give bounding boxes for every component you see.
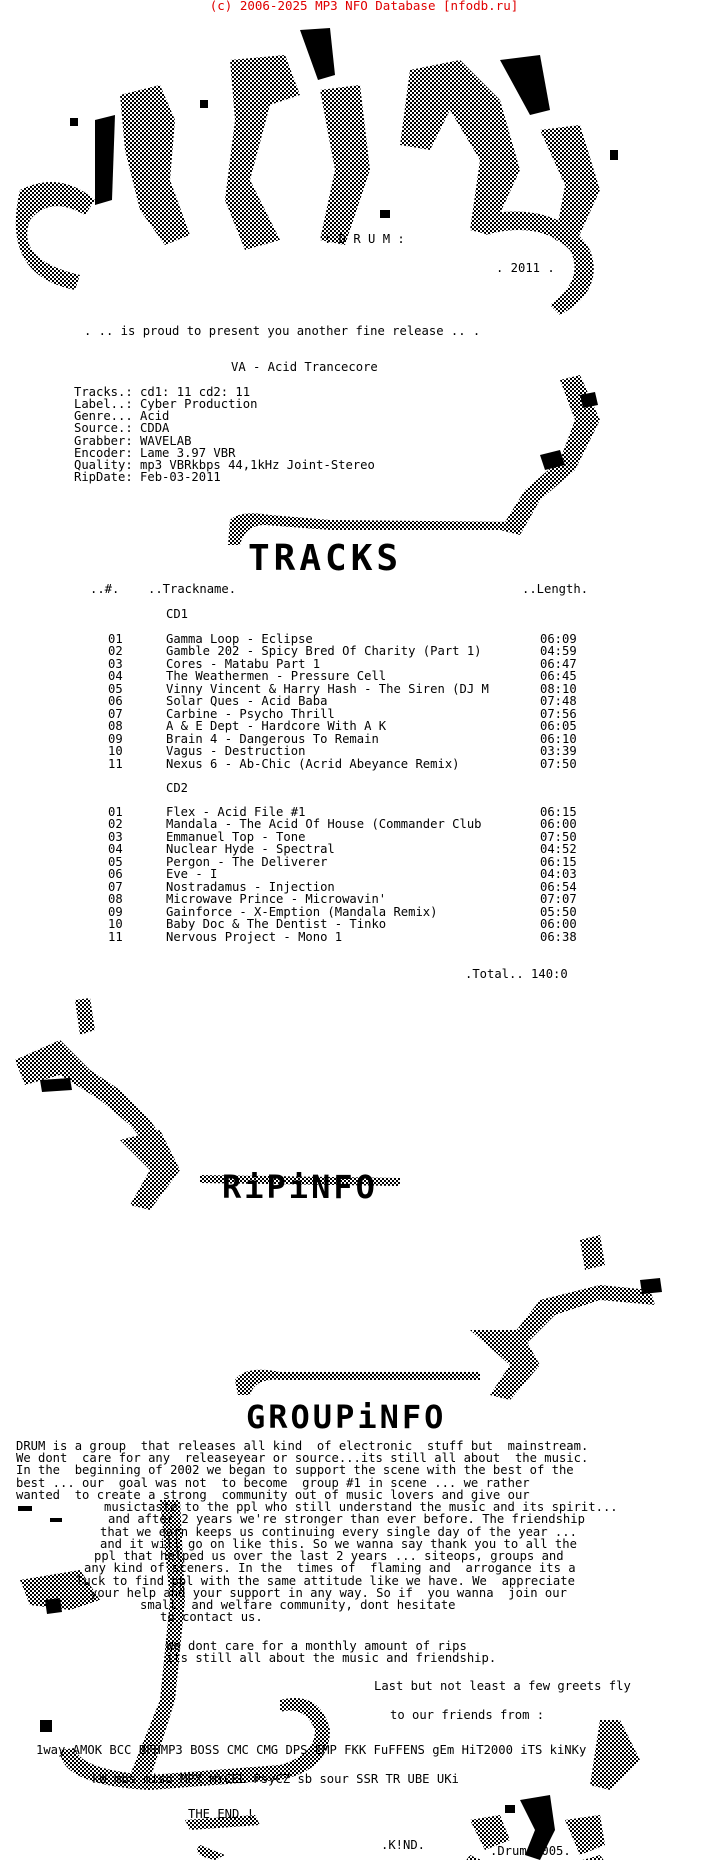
track-name: Nostradamus - Injection — [166, 879, 335, 894]
header-length: ..Length. — [522, 582, 589, 596]
header-num: ..#. — [90, 582, 120, 596]
track-length: 06:54 — [540, 879, 577, 894]
info-label: Label..: — [74, 397, 133, 411]
track-name: Vinny Vincent & Harry Hash - The Siren (DJ M — [166, 681, 489, 696]
track-name: Baby Doc & The Dentist - Tinko — [166, 917, 387, 932]
drum-signature: .Drum 2005. — [490, 1844, 571, 1858]
track-length: 06:10 — [540, 731, 577, 746]
track-name: Microwave Prince - Microwavin' — [166, 892, 387, 907]
track-number: 04 — [108, 669, 123, 684]
info-value: cd1: 11 cd2: 11 — [140, 385, 251, 399]
group-text-line: We dont care for any releaseyear or source...its still all about the music. — [16, 1451, 589, 1465]
info-value: Cyber Production — [140, 397, 258, 411]
track-number: 11 — [108, 929, 123, 944]
track-length: 03:39 — [540, 744, 577, 759]
group-text-line: to our friends from : — [390, 1708, 545, 1722]
intro-line: . .. is proud to present you another fine release .. . — [84, 324, 481, 338]
info-value: Lame 3.97 VBR — [140, 446, 236, 460]
track-length: 07:50 — [540, 756, 577, 771]
track-name: Flex - Acid File #1 — [166, 805, 306, 819]
track-length: 06:05 — [540, 719, 577, 734]
group-text-line: and after 2 years we're stronger than ever before. The friendship — [108, 1512, 585, 1526]
group-text-line: In the beginning of 2002 we began to support the scene with the best of the — [16, 1463, 574, 1477]
info-label: Tracks.: — [74, 385, 133, 399]
track-name: Cores - Matabu Part 1 — [166, 656, 321, 671]
track-number: 02 — [108, 817, 123, 832]
track-name: Pergon - The Deliverer — [166, 854, 328, 869]
track-number: 01 — [108, 632, 123, 646]
group-text-line: your help and your support in any way. So if you wanna join our — [90, 1586, 567, 1600]
track-length: 08:10 — [540, 681, 577, 696]
cd1-label: CD1 — [166, 607, 189, 621]
track-name: Emmanuel Top - Tone — [166, 829, 306, 844]
release-title: VA - Acid Trancecore — [231, 360, 378, 374]
nfodb-banner: (c) 2006-2025 MP3 NFO Database [nfodb.ru] — [209, 0, 519, 13]
track-name: The Weathermen - Pressure Cell — [166, 669, 387, 684]
track-name: Mandala - The Acid Of House (Commander Club — [166, 817, 482, 832]
header-trackname: ..Trackname. — [148, 582, 237, 596]
groupinfo-title-art — [246, 1398, 446, 1436]
group-text-line: We dont care for a monthly amount of rips — [166, 1639, 467, 1653]
group-text-line: wanted to create a strong community out of music lovers and give our — [16, 1488, 530, 1502]
group-text-line: best ... our goal was not to become group #1 in scene ... we rather — [16, 1476, 530, 1490]
info-value: mp3 VBRkbps 44,1kHz Joint-Stereo — [140, 458, 375, 472]
end-art — [185, 1815, 375, 1860]
tracks-title-art — [248, 538, 402, 579]
track-length: 06:00 — [540, 917, 577, 932]
track-name: Nuclear Hyde - Spectral — [166, 842, 335, 857]
track-number: 08 — [108, 892, 123, 907]
info-label: Encoder: — [74, 446, 133, 460]
greets-line: kW mbs miso MPX MYCEL PsyCZ sb sour SSR TR UBE UKi — [92, 1772, 459, 1786]
track-number: 03 — [108, 829, 123, 844]
group-text-line: that we earn keeps us continuing every single day of the year ... — [100, 1525, 577, 1539]
info-label: RipDate: — [74, 470, 133, 484]
track-name: Nervous Project - Mono 1 — [166, 929, 343, 944]
track-length: 07:56 — [540, 706, 577, 721]
total-length: .Total.. 140:0 — [465, 967, 568, 981]
track-name: Solar Ques - Acid Baba — [166, 694, 328, 709]
info-value: WAVELAB — [140, 434, 192, 448]
track-number: 02 — [108, 644, 123, 659]
ripinfo-title-art — [222, 1168, 378, 1206]
track-length: 05:50 — [540, 904, 577, 919]
group-text-line: any kind of sceners. In the times of flaming and arrogance its a — [84, 1561, 576, 1575]
greets-line: 1way AMOK BCC BFHMP3 BOSS CMC CMG DPS EMP FKK FuFFENS gEm HiT2000 iTS kiNKy — [36, 1743, 587, 1757]
info-value: Feb-03-2011 — [140, 470, 221, 484]
tracks-title: TRACKS — [248, 538, 403, 579]
groupinfo-ornament — [235, 1235, 662, 1400]
track-length: 06:00 — [540, 817, 577, 832]
group-text-line: its still all about the music and friendship. — [166, 1651, 497, 1665]
track-length: 06:38 — [540, 929, 577, 944]
track-number: 03 — [108, 656, 123, 671]
track-length: 06:15 — [540, 854, 577, 869]
track-number: 05 — [108, 854, 123, 869]
info-row — [74, 471, 221, 483]
track-length: 04:03 — [540, 867, 577, 882]
track-name: Nexus 6 - Ab-Chic (Acrid Abeyance Remix) — [166, 756, 460, 771]
track-number: 07 — [108, 706, 123, 721]
track-name: Brain 4 - Dangerous To Remain — [166, 731, 379, 746]
track-length: 07:48 — [540, 694, 577, 709]
groupinfo-title: GROUPiNFO — [246, 1398, 447, 1436]
track-number: 06 — [108, 867, 123, 882]
group-text-line: luck to find ppl with the same attitude like we have. We appreciate — [76, 1574, 575, 1588]
track-length: 07:07 — [540, 892, 577, 907]
track-number: 09 — [108, 731, 123, 746]
info-value: CDDA — [140, 421, 170, 435]
track-number: 10 — [108, 744, 123, 759]
group-text-line: DRUM is a group that releases all kind of electronic stuff but mainstream. — [16, 1439, 589, 1453]
info-label: Quality: — [74, 458, 133, 472]
track-number: 11 — [108, 756, 123, 771]
info-row — [74, 422, 169, 434]
group-text-line: and it will go on like this. So we wanna say thank you to all the — [100, 1537, 577, 1551]
the-end: THE END ! — [188, 1807, 255, 1821]
track-number: 05 — [108, 681, 123, 696]
track-number: 10 — [108, 917, 123, 932]
track-length: 06:09 — [540, 632, 577, 646]
info-value: Acid — [140, 409, 170, 423]
track-name: A & E Dept - Hardcore With A K — [166, 719, 387, 734]
group-text-line: ppl that helped us over the last 2 years ... siteops, groups and — [94, 1549, 564, 1563]
group-text-line: musictaste to the ppl who still understand the music and its spirit... — [104, 1500, 618, 1514]
track-number: 08 — [108, 719, 123, 734]
track-length: 04:59 — [540, 644, 577, 659]
track-name: Gamma Loop - Eclipse — [166, 632, 313, 646]
track-number: 06 — [108, 694, 123, 709]
track-number: 01 — [108, 805, 123, 819]
info-label: Grabber: — [74, 434, 133, 448]
kind-tag: .K!ND. — [381, 1838, 426, 1852]
info-label: Genre... — [74, 409, 133, 423]
track-length: 07:50 — [540, 829, 577, 844]
track-name: Gainforce - X-Emption (Mandala Remix) — [166, 904, 438, 919]
logo-year: . 2011 . — [496, 261, 555, 275]
track-name: Eve - I — [166, 867, 218, 882]
logo-name: : D R U M : — [324, 232, 405, 246]
track-name: Vagus - Destruction — [166, 744, 306, 759]
track-length: 06:45 — [540, 669, 577, 684]
cd2-label: CD2 — [166, 781, 189, 795]
track-number: 04 — [108, 842, 123, 857]
track-number: 09 — [108, 904, 123, 919]
track-length: 06:47 — [540, 656, 577, 671]
info-label: Source.: — [74, 421, 133, 435]
track-name: Carbine - Psycho Thrill — [166, 706, 335, 721]
group-text-line: small and welfare community, dont hesitate — [140, 1598, 456, 1612]
track-length: 06:15 — [540, 805, 577, 819]
group-text-line: to contact us. — [160, 1610, 263, 1624]
ripinfo-title: RiPiNFO — [222, 1168, 378, 1206]
track-number: 07 — [108, 879, 123, 894]
track-length: 04:52 — [540, 842, 577, 857]
track-name: Gamble 202 - Spicy Bred Of Charity (Part 1) — [166, 644, 482, 659]
group-text-line: Last but not least a few greets fly — [374, 1679, 631, 1693]
